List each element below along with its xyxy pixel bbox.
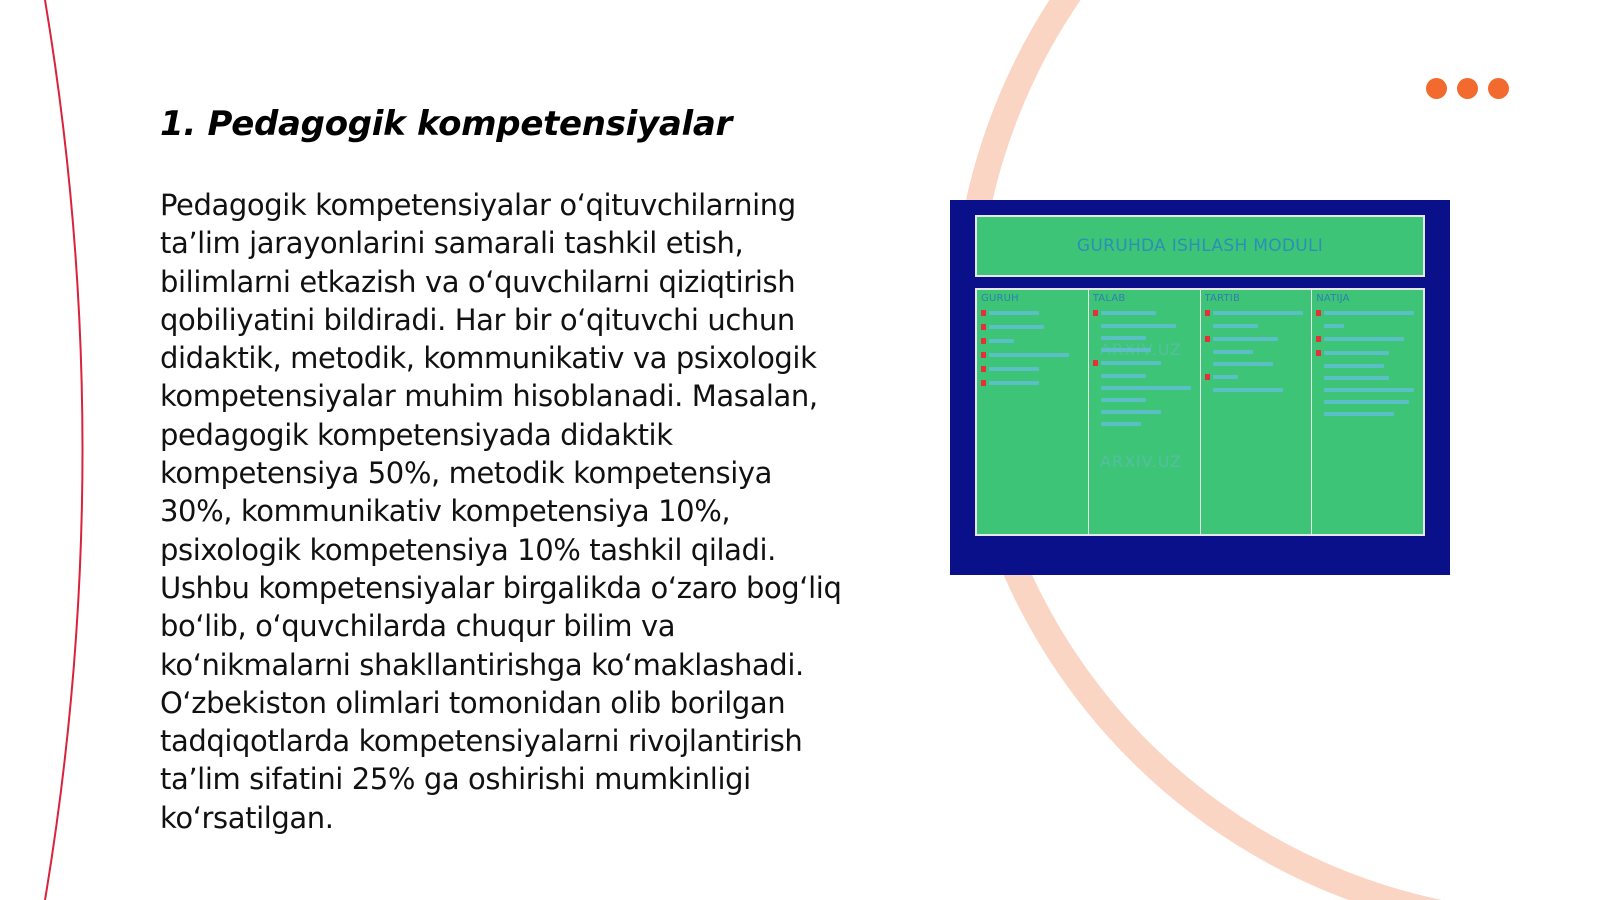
list-item <box>1093 410 1196 414</box>
list-item <box>1316 412 1419 416</box>
column-heading: TALAB <box>1092 293 1126 304</box>
list-item <box>1316 376 1419 380</box>
list-item <box>981 380 1084 386</box>
left-curve-line <box>45 0 83 900</box>
bullet-icon <box>1316 350 1321 356</box>
list-item <box>1093 386 1196 390</box>
list-item <box>1316 336 1419 342</box>
list-item <box>1093 422 1196 426</box>
column-heading: TARTIB <box>1204 293 1241 304</box>
image-column <box>1201 290 1313 534</box>
list-item <box>1316 388 1419 392</box>
list-item <box>1316 400 1419 404</box>
bullet-icon <box>1205 374 1210 380</box>
bullet-icon <box>981 380 986 386</box>
column-heading: GURUH <box>981 293 1019 304</box>
dot <box>1488 78 1509 99</box>
list-item <box>1205 324 1308 328</box>
list-item <box>1205 362 1308 366</box>
list-item <box>1316 310 1419 316</box>
list-item <box>1205 374 1308 380</box>
slide-body-text: Pedagogik kompetensiyalar oʻqituvchilarning taʼlim jarayonlarini samarali tashkil etish, bilimlarni etkazish va oʻquvchilarni qiziqtirish qobiliyatini bildiradi. Har bir oʻqituvchi uchun didaktik, metodik, kommunikativ va psixologik kompetensiyalar muhim hisoblanadi. Masalan, pedagogik kompetensiyada didaktik kompetensiya 50%, metodik kompetensiya 30%, kommunikativ kompetensiya 10%, psixologik kompetensiya 10% tashkil qiladi. Ushbu kompetensiyalar birgalikda oʻzaro bogʻliq boʻlib, oʻquvchilarda chuqur bilim va koʻnikmalarni shakllantirishga koʻmaklashadi. Oʻzbekiston olimlari tomonidan olib borilgan tadqiqotlarda kompetensiyalarni rivojlantirish taʼlim sifatini 25% ga oshirishi mumkinligi koʻrsatilgan. <box>160 188 842 835</box>
watermark-text: ARXIV.UZ <box>1100 452 1183 471</box>
list-item <box>1205 336 1308 342</box>
dot <box>1426 78 1447 99</box>
bullet-icon <box>981 338 986 344</box>
list-item <box>1316 350 1419 356</box>
three-dots-icon <box>1426 78 1509 99</box>
bullet-icon <box>1316 310 1321 316</box>
module-image <box>950 200 1450 575</box>
list-item <box>1316 324 1419 328</box>
bullet-icon <box>1316 336 1321 342</box>
list-item <box>981 324 1084 330</box>
bullet-icon <box>981 324 986 330</box>
list-item <box>981 310 1084 316</box>
bullet-icon <box>1205 310 1210 316</box>
list-item <box>1205 388 1308 392</box>
image-table <box>975 288 1425 536</box>
list-item <box>981 366 1084 372</box>
list-item <box>981 352 1084 358</box>
slide-title: 1. Pedagogik kompetensiyalar <box>160 104 732 144</box>
list-item <box>981 338 1084 344</box>
list-item <box>1093 310 1196 316</box>
watermark-text: ARXIV.UZ <box>1100 340 1183 359</box>
image-column <box>977 290 1089 534</box>
bullet-icon <box>981 366 986 372</box>
image-header: GURUHDA ISHLASH MODULI <box>975 215 1425 277</box>
bullet-icon <box>1205 336 1210 342</box>
list-item <box>1093 398 1196 402</box>
list-item <box>1093 374 1196 378</box>
image-column <box>1312 290 1423 534</box>
column-heading: NATIJA <box>1316 293 1350 304</box>
bullet-icon <box>981 310 986 316</box>
bullet-icon <box>981 352 986 358</box>
bullet-icon <box>1093 360 1098 366</box>
list-item <box>1093 324 1196 328</box>
list-item <box>1093 360 1196 366</box>
dot <box>1457 78 1478 99</box>
list-item <box>1205 310 1308 316</box>
list-item <box>1316 364 1419 368</box>
bullet-icon <box>1093 310 1098 316</box>
image-column <box>1089 290 1201 534</box>
list-item <box>1205 350 1308 354</box>
